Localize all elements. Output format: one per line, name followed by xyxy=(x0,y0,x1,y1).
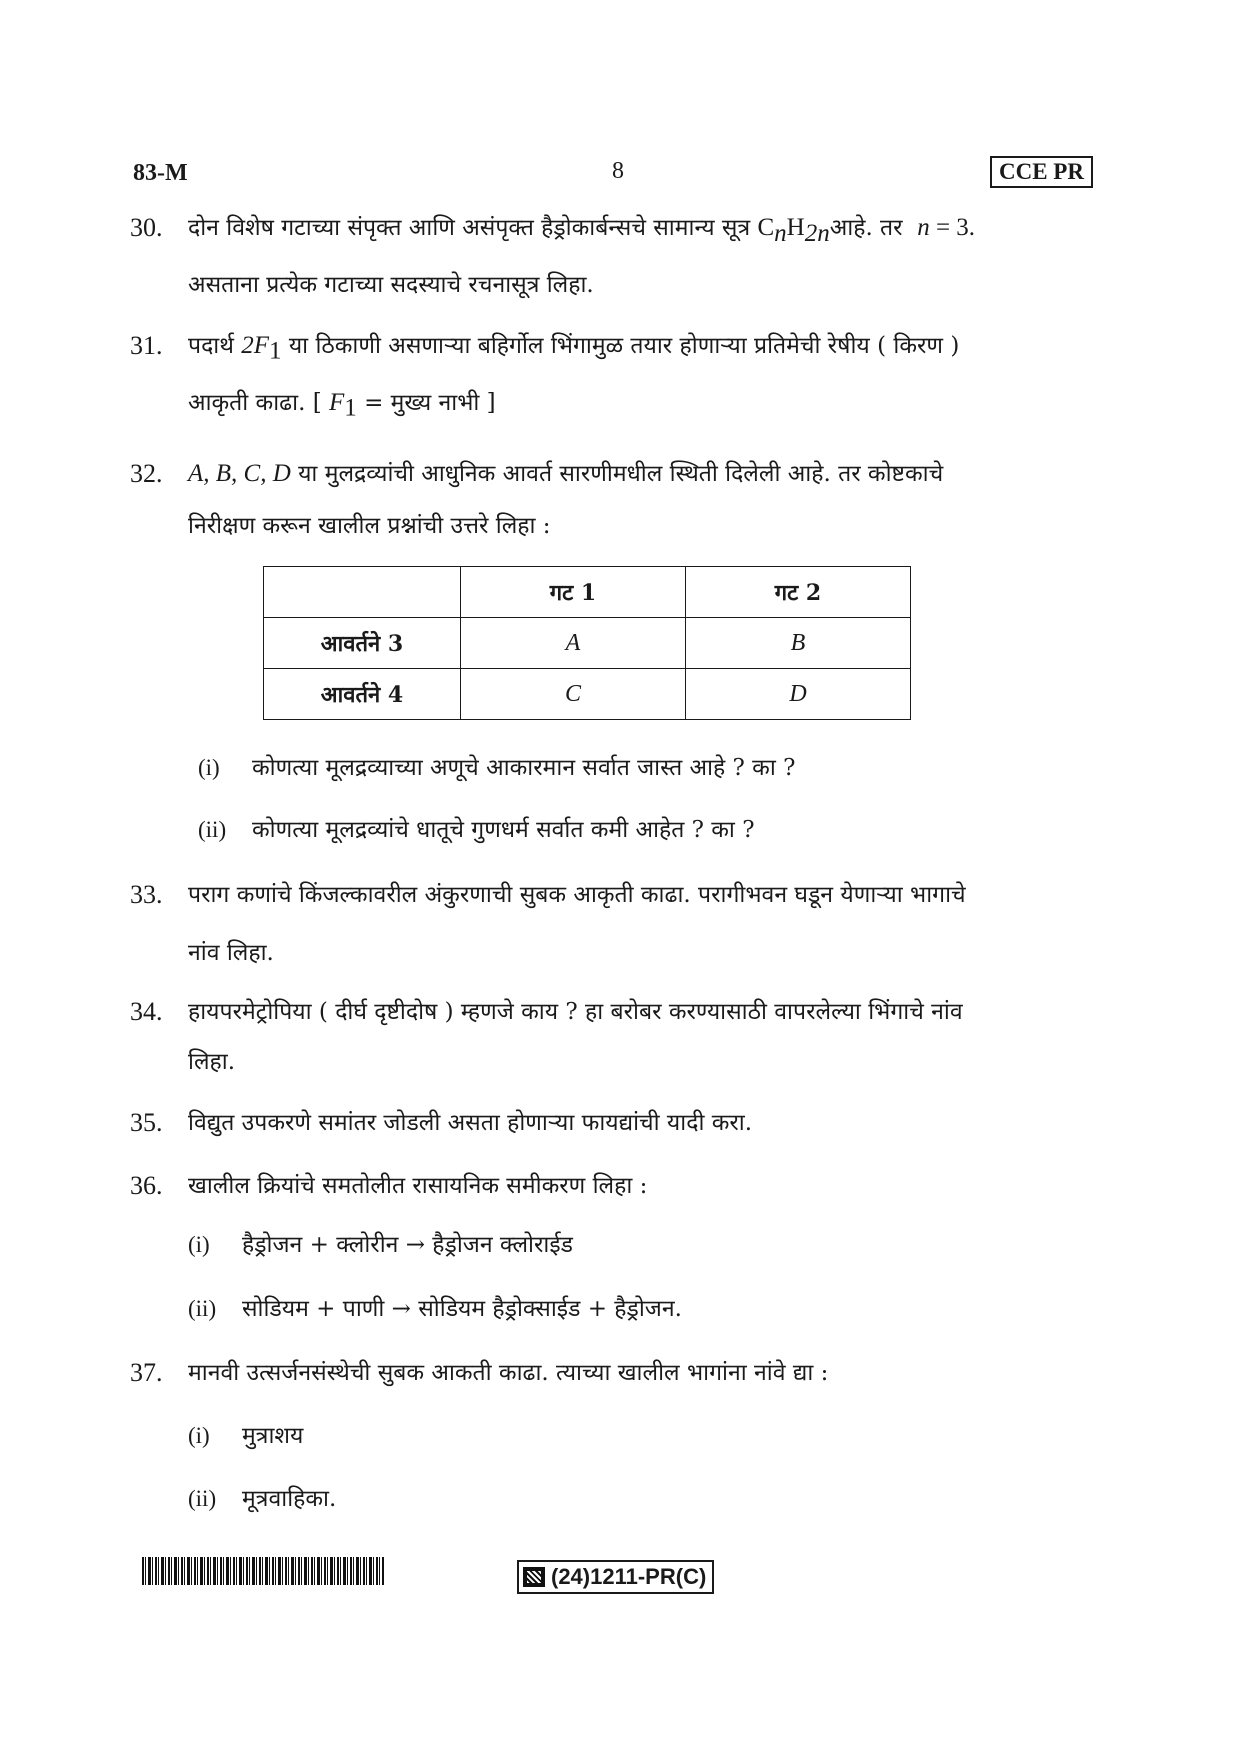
question-32 xyxy=(130,459,1120,541)
table-cell: C xyxy=(461,669,686,720)
question-text-line: विद्युत उपकरणे समांतर जोडली असता होणाऱ्या फायद्यांची यादी करा. xyxy=(188,1110,753,1136)
question-35 xyxy=(130,1108,1120,1138)
question-37 xyxy=(130,1358,1120,1388)
paper-id-box xyxy=(517,1560,714,1594)
question-text-line: असताना प्रत्येक गटाच्या सदस्याचे रचनासूत्र लिहा. xyxy=(188,272,594,298)
table-cell: B xyxy=(686,618,911,669)
question-text-line: हायपरमेट्रोपिया ( दीर्घ दृष्टीदोष ) म्हणजे काय ? हा बरोबर करण्यासाठी वापरलेल्या भिंगाचे नांव xyxy=(188,999,963,1025)
table-row-period-3: आवर्तने 3 xyxy=(264,618,461,669)
question-34 xyxy=(130,997,1120,1077)
table-row-period-4: आवर्तने 4 xyxy=(264,669,461,720)
sub-question: (i) कोणत्या मूलद्रव्याच्या अणूचे आकारमान सर्वात जास्त आहे ? का ? xyxy=(198,755,796,781)
table-cell: D xyxy=(686,669,911,720)
formula: $C_nH_{2n}$ xyxy=(757,214,830,247)
question-text-line: A, B, C, D या मुलद्रव्यांची आधुनिक आवर्त सारणीमधील स्थिती दिलेली आहे. तर कोष्टकाचे xyxy=(188,460,944,487)
periodic-table-grid xyxy=(263,566,911,720)
question-text-line: दोन विशेष गटाच्या संपृक्त आणि असंपृक्त हैड्रोकार्बन्सचे सामान्य सूत्र $C_nH_{2n}आहे$. तर n = 3. xyxy=(188,214,976,247)
table-header-group-1: गट 1 xyxy=(461,567,686,618)
question-text-line: मानवी उत्सर्जनसंस्थेची सुबक आकती काढा. त्याच्या खालील भागांना नांवे द्या : xyxy=(188,1360,829,1386)
sub-question: (ii) कोणत्या मूलद्रव्यांचे धातूचे गुणधर्म सर्वात कमी आहेत ? का ? xyxy=(198,817,755,843)
question-number: 35. xyxy=(130,1108,163,1137)
question-36 xyxy=(130,1171,1120,1201)
question-30 xyxy=(130,213,1120,300)
question-text-line: नांव लिहा. xyxy=(188,940,274,966)
barcode xyxy=(142,1557,384,1585)
sub-question: (i) हैड्रोजन + क्लोरीन → हैड्रोजन क्लोराईड xyxy=(188,1232,573,1258)
question-text-line: खालील क्रियांचे समतोलीत रासायनिक समीकरण लिहा : xyxy=(188,1173,648,1199)
sub-question: (ii) मूत्रवाहिका. xyxy=(188,1486,337,1512)
question-33 xyxy=(130,880,1120,968)
exam-type-badge: CCE PR xyxy=(990,156,1093,188)
question-31 xyxy=(130,331,1120,422)
paper-id: (24)1211-PR(C) xyxy=(551,1564,707,1589)
sub-question: (i) मुत्राशय xyxy=(188,1423,304,1449)
question-number: 34. xyxy=(130,997,163,1026)
qr-code-icon xyxy=(523,1567,545,1587)
table-cell: A xyxy=(461,618,686,669)
question-number: 31. xyxy=(130,331,163,360)
question-number: 37. xyxy=(130,1358,163,1387)
question-text-line: पराग कणांचे किंजल्कावरील अंकुरणाची सुबक आकृती काढा. परागीभवन घडून येणाऱ्या भागाचे xyxy=(188,882,966,908)
question-text-line: पदार्थ $2F_1$ या ठिकाणी असणाऱ्या बहिर्गोल भिंगामुळ तयार होणाऱ्या प्रतिमेची रेषीय ( किरण ) xyxy=(188,332,960,365)
question-number: 33. xyxy=(130,880,163,909)
page-number: 8 xyxy=(612,158,624,184)
question-text-line: आकृती काढा. [ $F_1$ = मुख्य नाभी ] xyxy=(188,389,496,422)
question-number: 36. xyxy=(130,1171,163,1200)
sub-question: (ii) सोडियम + पाणी → सोडियम हैड्रोक्साईड + हैड्रोजन. xyxy=(188,1296,682,1322)
question-text-line: लिहा. xyxy=(188,1049,236,1075)
question-number: 32. xyxy=(130,459,163,488)
table-header-group-2: गट 2 xyxy=(686,567,911,618)
question-text-line: निरीक्षण करून खालील प्रश्नांची उत्तरे लिहा : xyxy=(188,513,551,539)
question-number: 30. xyxy=(130,213,163,242)
paper-code: 83-M xyxy=(133,160,188,186)
table-corner-cell xyxy=(264,567,461,618)
